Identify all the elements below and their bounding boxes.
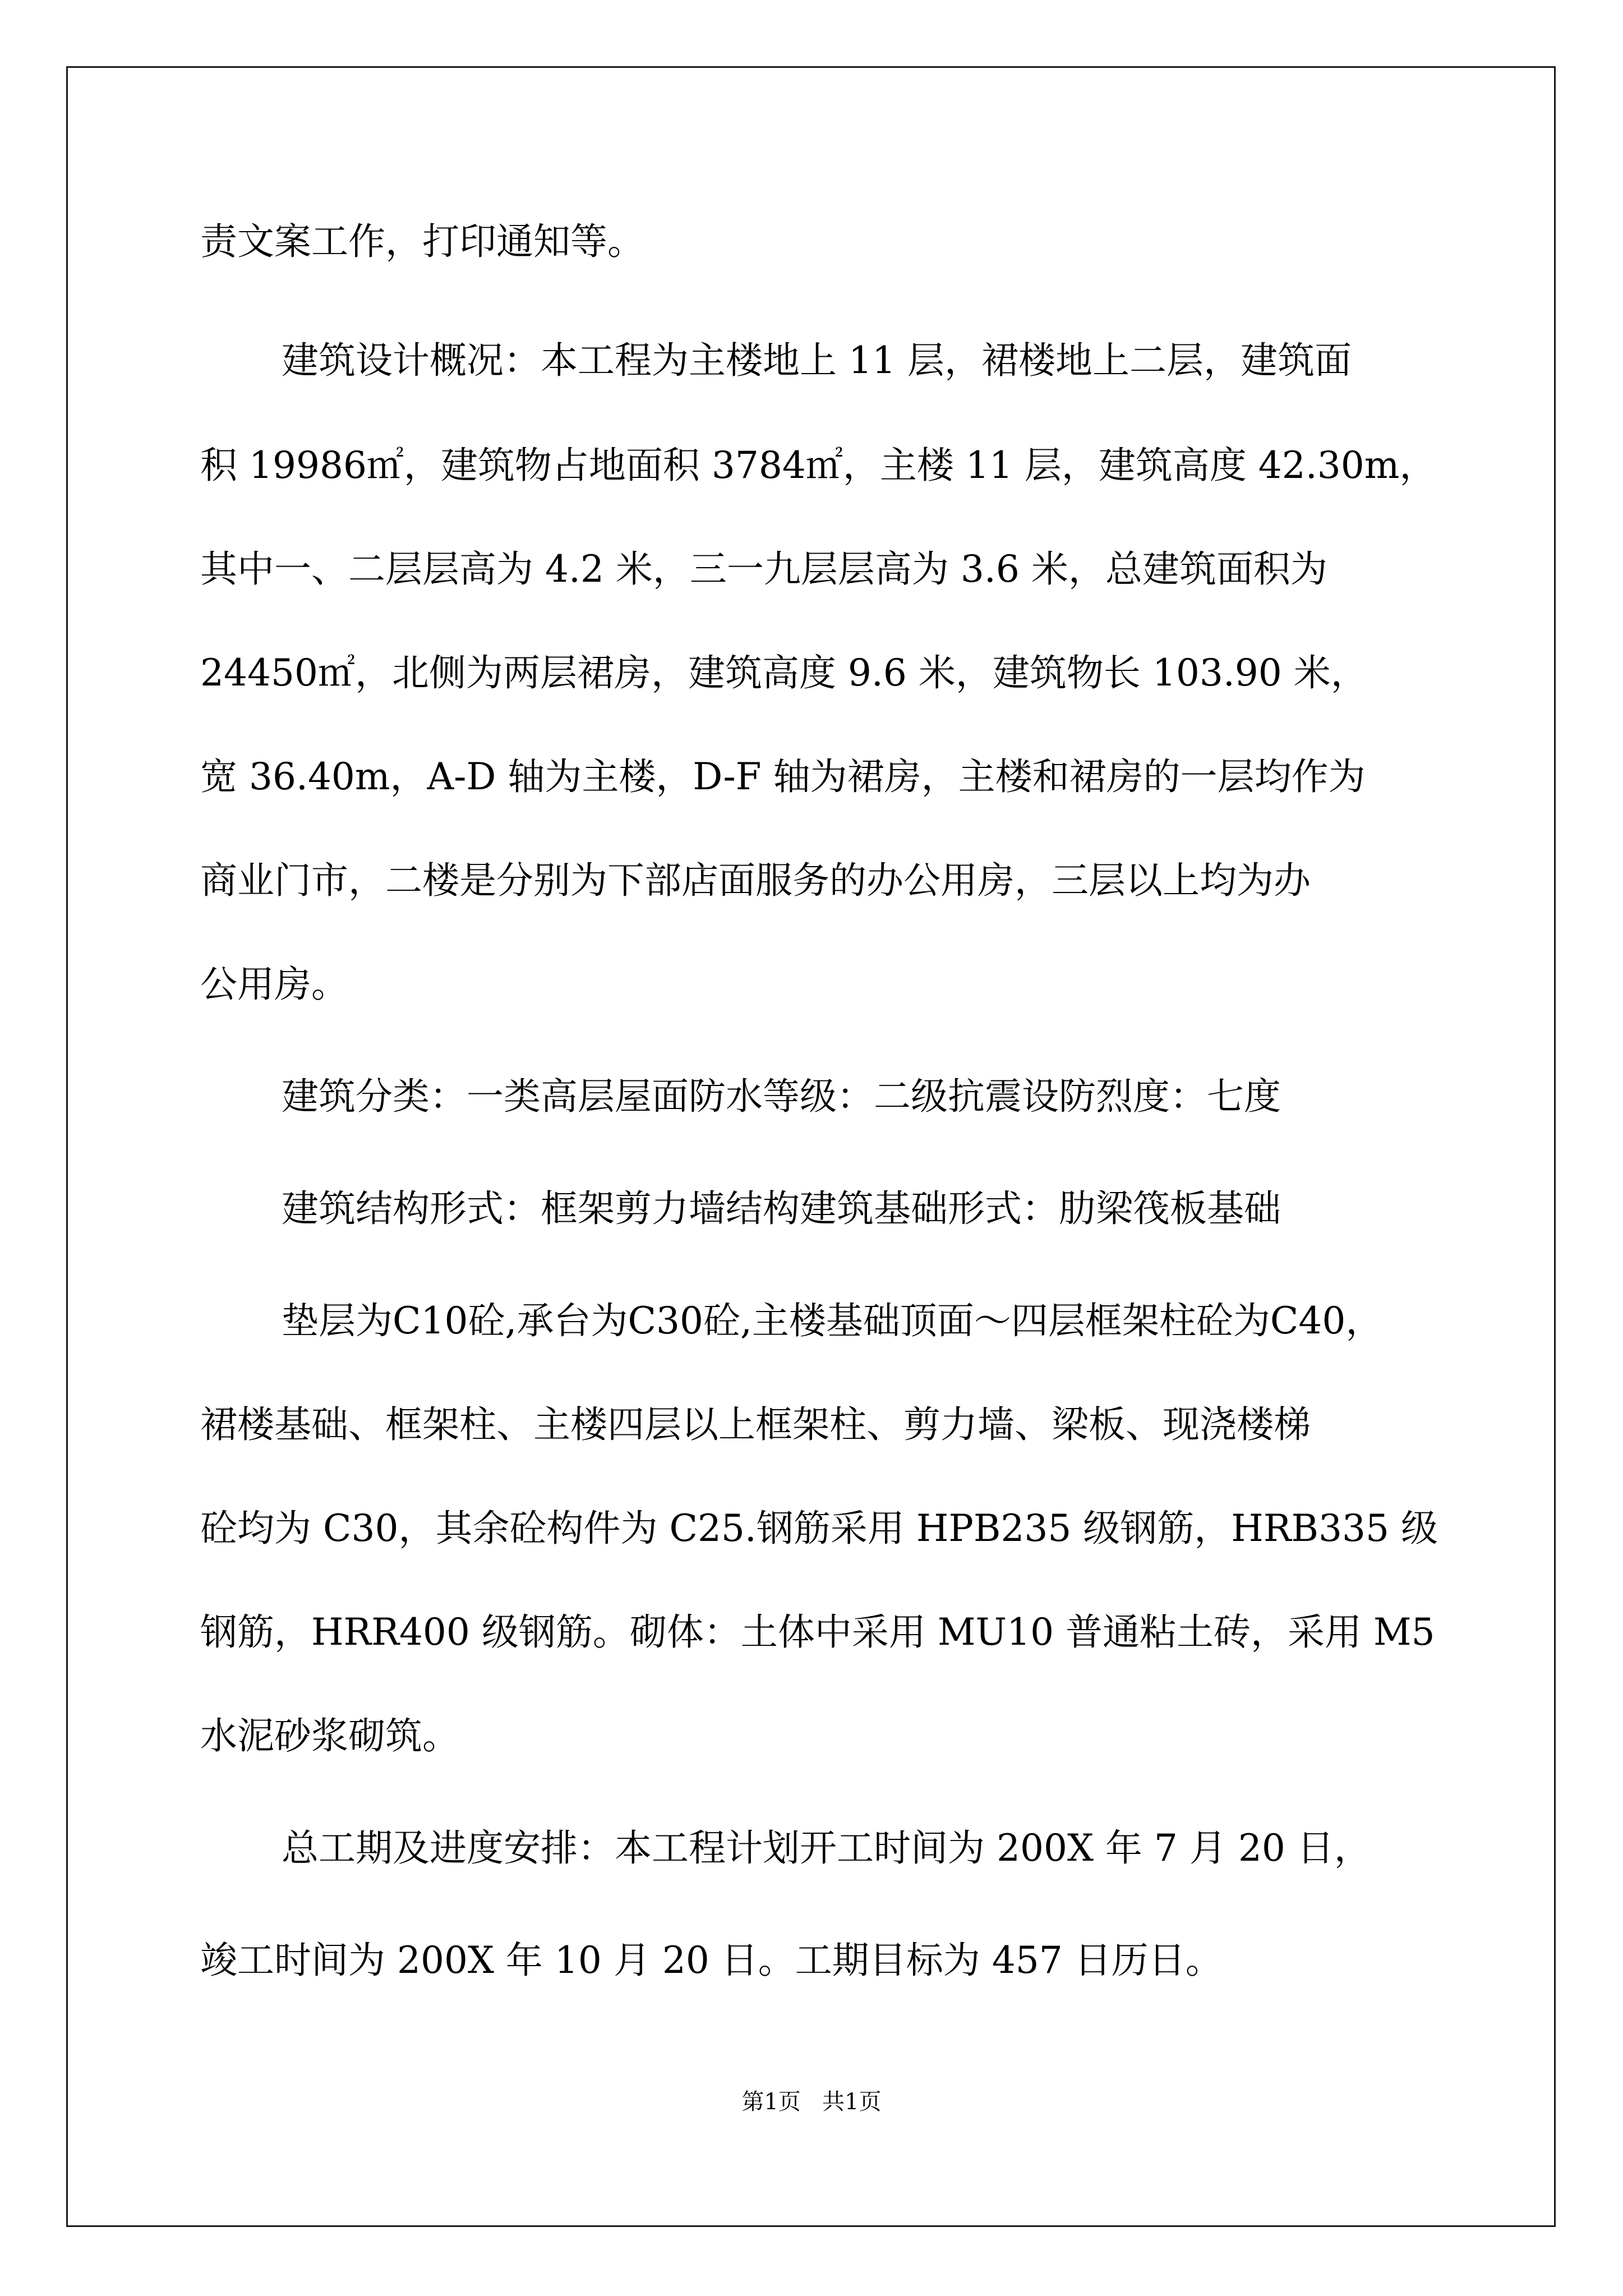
text-line-3: 积 19986㎡，建筑物占地面积 3784㎡，主楼 11 层，建筑高度 42.30m， [200, 444, 1437, 487]
text-line-9: 建筑分类：一类高层屋面防水等级：二级抗震设防烈度：七度 [282, 1075, 1281, 1118]
text-line-2: 建筑设计概况：本工程为主楼地上 11 层，裙楼地上二层，建筑面 [282, 339, 1352, 382]
text-line-6: 宽 36.40m，A-D 轴为主楼，D-F 轴为裙房，主楼和裙房的一层均作为 [200, 755, 1366, 798]
text-line-4: 其中一、二层层高为 4.2 米，三一九层层高为 3.6 米，总建筑面积为 [200, 547, 1327, 591]
text-line-11: 垫层为C10砼,承台为C30砼,主楼基础顶面～四层框架柱砼为C40， [282, 1299, 1383, 1342]
text-line-12: 裙楼基础、框架柱、主楼四层以上框架柱、剪力墙、梁板、现浇楼梯 [200, 1403, 1311, 1446]
text-line-14: 钢筋，HRR400 级钢筋。砌体：土体中采用 MU10 普通粘土砖，采用 M5 [200, 1611, 1435, 1654]
text-line-13: 砼均为 C30，其余砼构件为 C25.钢筋采用 HPB235 级钢筋，HRB335 级 [200, 1507, 1438, 1550]
page-border [66, 66, 1556, 2227]
text-line-17: 竣工时间为 200X 年 10 月 20 日。工期目标为 457 日历日。 [200, 1939, 1223, 1982]
page-footer: 第1页 共1页 [741, 2089, 882, 2115]
text-line-7: 商业门市，二楼是分别为下部店面服务的办公用房，三层以上均为办 [200, 859, 1311, 902]
text-line-1: 责文案工作，打印通知等。 [200, 220, 644, 263]
text-line-16: 总工期及进度安排：本工程计划开工时间为 200X 年 7 月 20 日， [282, 1826, 1371, 1870]
text-line-5: 24450㎡，北侧为两层裙房，建筑高度 9.6 米，建筑物长 103.90 米， [200, 651, 1368, 694]
text-line-15: 水泥砂浆砌筑。 [200, 1714, 459, 1757]
text-line-8: 公用房。 [200, 963, 348, 1006]
text-line-10: 建筑结构形式：框架剪力墙结构建筑基础形式：肋梁筏板基础 [282, 1187, 1281, 1230]
